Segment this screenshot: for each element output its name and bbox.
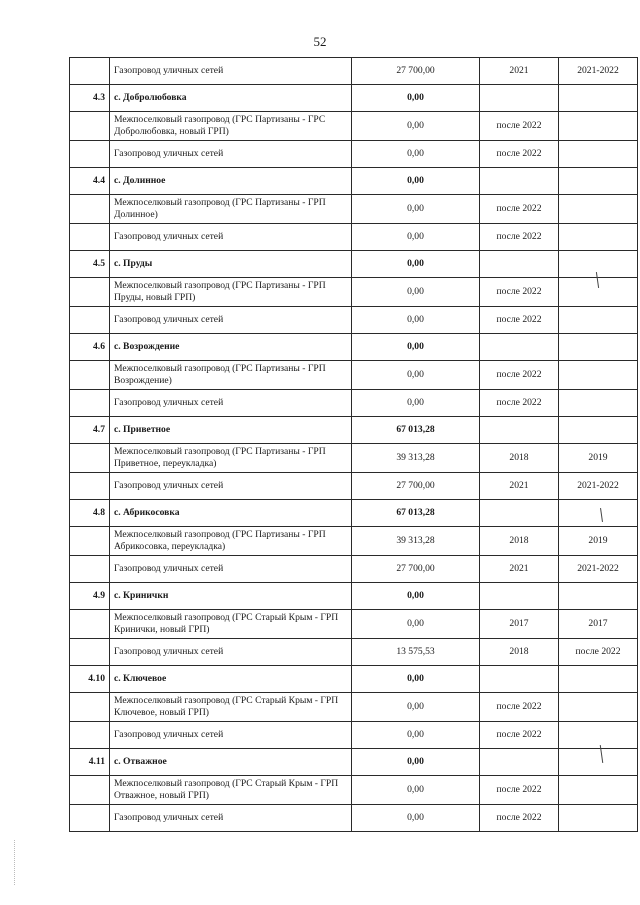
year-end: 2019: [559, 527, 638, 556]
year-end: [559, 805, 638, 832]
cost-value: 0,00: [352, 805, 480, 832]
year-start: после 2022: [480, 776, 559, 805]
table-row: [70, 639, 638, 666]
cost-value: 0,00: [352, 112, 480, 141]
row-number: 4.5: [70, 251, 110, 278]
year-start: после 2022: [480, 307, 559, 334]
cost-value: 0,00: [352, 334, 480, 361]
year-end: [559, 390, 638, 417]
year-end: [559, 307, 638, 334]
object-name: с. Ключевое: [110, 666, 352, 693]
section-row: [70, 417, 638, 444]
row-number: 4.11: [70, 749, 110, 776]
row-number: 4.8: [70, 500, 110, 527]
table-row: [70, 58, 638, 85]
object-name: с. Добролюбовка: [110, 85, 352, 112]
table-row: [70, 693, 638, 722]
cost-value: 0,00: [352, 141, 480, 168]
table-row: [70, 444, 638, 473]
table-row: [70, 527, 638, 556]
row-number: [70, 278, 110, 307]
object-name: Межпоселковый газопровод (ГРС Партизаны - ГРС Добролюбовка, новый ГРП): [110, 112, 352, 141]
object-name: Газопровод уличных сетей: [110, 722, 352, 749]
year-end: [559, 749, 638, 776]
object-name: Газопровод уличных сетей: [110, 224, 352, 251]
cost-value: 0,00: [352, 195, 480, 224]
object-name: Газопровод уличных сетей: [110, 141, 352, 168]
table-row: [70, 224, 638, 251]
row-number: [70, 473, 110, 500]
year-end: [559, 85, 638, 112]
year-end: [559, 195, 638, 224]
cost-value: 27 700,00: [352, 556, 480, 583]
year-end: [559, 224, 638, 251]
object-name: Межпоселковый газопровод (ГРС Старый Крым - ГРП Ключевое, новый ГРП): [110, 693, 352, 722]
year-start: 2021: [480, 58, 559, 85]
page-number: 52: [313, 34, 327, 49]
year-start: после 2022: [480, 693, 559, 722]
row-number: [70, 776, 110, 805]
cost-value: 0,00: [352, 85, 480, 112]
scan-dots: [14, 840, 17, 885]
row-number: [70, 361, 110, 390]
year-start: после 2022: [480, 195, 559, 224]
table-row: [70, 722, 638, 749]
table-row: [70, 195, 638, 224]
row-number: [70, 693, 110, 722]
year-start: 2018: [480, 444, 559, 473]
cost-value: 0,00: [352, 251, 480, 278]
year-end: [559, 500, 638, 527]
year-start: после 2022: [480, 224, 559, 251]
cost-value: 13 575,53: [352, 639, 480, 666]
year-end: [559, 583, 638, 610]
cost-value: 27 700,00: [352, 473, 480, 500]
year-start: после 2022: [480, 390, 559, 417]
year-start: [480, 583, 559, 610]
object-name: Газопровод уличных сетей: [110, 805, 352, 832]
year-end: 2021-2022: [559, 556, 638, 583]
year-end: [559, 361, 638, 390]
year-start: 2021: [480, 556, 559, 583]
gas-pipeline-table: [69, 57, 638, 832]
row-number: [70, 224, 110, 251]
year-end: [559, 417, 638, 444]
object-name: Газопровод уличных сетей: [110, 390, 352, 417]
year-start: 2018: [480, 639, 559, 666]
cost-value: 0,00: [352, 307, 480, 334]
row-number: [70, 58, 110, 85]
cost-value: 0,00: [352, 361, 480, 390]
row-number: 4.3: [70, 85, 110, 112]
object-name: с. Долинное: [110, 168, 352, 195]
object-name: с. Отважное: [110, 749, 352, 776]
row-number: [70, 610, 110, 639]
object-name: Газопровод уличных сетей: [110, 556, 352, 583]
year-end: [559, 693, 638, 722]
year-end: 2019: [559, 444, 638, 473]
year-start: [480, 85, 559, 112]
object-name: Межпоселковый газопровод (ГРС Партизаны - ГРП Приветное, переукладка): [110, 444, 352, 473]
cost-value: 0,00: [352, 224, 480, 251]
year-start: 2021: [480, 473, 559, 500]
object-name: Газопровод уличных сетей: [110, 473, 352, 500]
year-start: после 2022: [480, 112, 559, 141]
row-number: [70, 527, 110, 556]
cost-value: 0,00: [352, 666, 480, 693]
year-start: [480, 334, 559, 361]
row-number: [70, 141, 110, 168]
year-end: [559, 168, 638, 195]
table-row: [70, 473, 638, 500]
table-row: [70, 307, 638, 334]
row-number: 4.10: [70, 666, 110, 693]
cost-value: 0,00: [352, 749, 480, 776]
object-name: Межпоселковый газопровод (ГРС Партизаны - ГРП Пруды, новый ГРП): [110, 278, 352, 307]
table-row: [70, 556, 638, 583]
year-start: после 2022: [480, 278, 559, 307]
table-body: [70, 58, 638, 832]
object-name: с. Возрождение: [110, 334, 352, 361]
object-name: Межпоселковый газопровод (ГРС Старый Крым - ГРП Кринички, новый ГРП): [110, 610, 352, 639]
row-number: [70, 556, 110, 583]
cost-value: 67 013,28: [352, 500, 480, 527]
year-start: после 2022: [480, 361, 559, 390]
object-name: Межпоселковый газопровод (ГРС Партизаны - ГРП Абрикосовка, переукладка): [110, 527, 352, 556]
section-row: [70, 583, 638, 610]
table-row: [70, 112, 638, 141]
table-row: [70, 390, 638, 417]
cost-value: 0,00: [352, 390, 480, 417]
cost-value: 39 313,28: [352, 527, 480, 556]
object-name: Межпоселковый газопровод (ГРС Старый Крым - ГРП Отважное, новый ГРП): [110, 776, 352, 805]
year-start: [480, 251, 559, 278]
row-number: [70, 444, 110, 473]
year-end: [559, 251, 638, 278]
row-number: 4.4: [70, 168, 110, 195]
row-number: [70, 639, 110, 666]
cost-value: 0,00: [352, 610, 480, 639]
year-start: 2018: [480, 527, 559, 556]
year-end: после 2022: [559, 639, 638, 666]
year-start: после 2022: [480, 722, 559, 749]
object-name: Межпоселковый газопровод (ГРС Партизаны - ГРП Возрождение): [110, 361, 352, 390]
object-name: Межпоселковый газопровод (ГРС Партизаны - ГРП Долинное): [110, 195, 352, 224]
year-end: 2021-2022: [559, 58, 638, 85]
section-row: [70, 334, 638, 361]
cost-value: 39 313,28: [352, 444, 480, 473]
year-end: 2017: [559, 610, 638, 639]
section-row: [70, 85, 638, 112]
cost-value: 0,00: [352, 583, 480, 610]
cost-value: 0,00: [352, 168, 480, 195]
row-number: [70, 112, 110, 141]
year-end: [559, 112, 638, 141]
row-number: 4.9: [70, 583, 110, 610]
year-end: [559, 722, 638, 749]
object-name: с. Приветное: [110, 417, 352, 444]
section-row: [70, 666, 638, 693]
table-row: [70, 278, 638, 307]
table-row: [70, 361, 638, 390]
table-row: [70, 610, 638, 639]
year-end: [559, 666, 638, 693]
year-start: [480, 749, 559, 776]
row-number: 4.6: [70, 334, 110, 361]
object-name: с. Абрикосовка: [110, 500, 352, 527]
year-start: 2017: [480, 610, 559, 639]
year-start: [480, 168, 559, 195]
section-row: [70, 168, 638, 195]
row-number: 4.7: [70, 417, 110, 444]
year-end: 2021-2022: [559, 473, 638, 500]
year-start: после 2022: [480, 805, 559, 832]
section-row: [70, 251, 638, 278]
year-start: [480, 666, 559, 693]
section-row: [70, 500, 638, 527]
year-end: [559, 141, 638, 168]
row-number: [70, 307, 110, 334]
row-number: [70, 390, 110, 417]
year-end: [559, 776, 638, 805]
table-row: [70, 776, 638, 805]
year-end: [559, 334, 638, 361]
cost-value: 67 013,28: [352, 417, 480, 444]
row-number: [70, 722, 110, 749]
object-name: Газопровод уличных сетей: [110, 639, 352, 666]
year-start: [480, 417, 559, 444]
year-start: после 2022: [480, 141, 559, 168]
object-name: с. Пруды: [110, 251, 352, 278]
table-row: [70, 141, 638, 168]
year-start: [480, 500, 559, 527]
cost-value: 0,00: [352, 722, 480, 749]
row-number: [70, 195, 110, 224]
cost-value: 27 700,00: [352, 58, 480, 85]
section-row: [70, 749, 638, 776]
cost-value: 0,00: [352, 776, 480, 805]
row-number: [70, 805, 110, 832]
table-row: [70, 805, 638, 832]
object-name: Газопровод уличных сетей: [110, 58, 352, 85]
object-name: Газопровод уличных сетей: [110, 307, 352, 334]
object-name: с. Криничкн: [110, 583, 352, 610]
cost-value: 0,00: [352, 693, 480, 722]
cost-value: 0,00: [352, 278, 480, 307]
